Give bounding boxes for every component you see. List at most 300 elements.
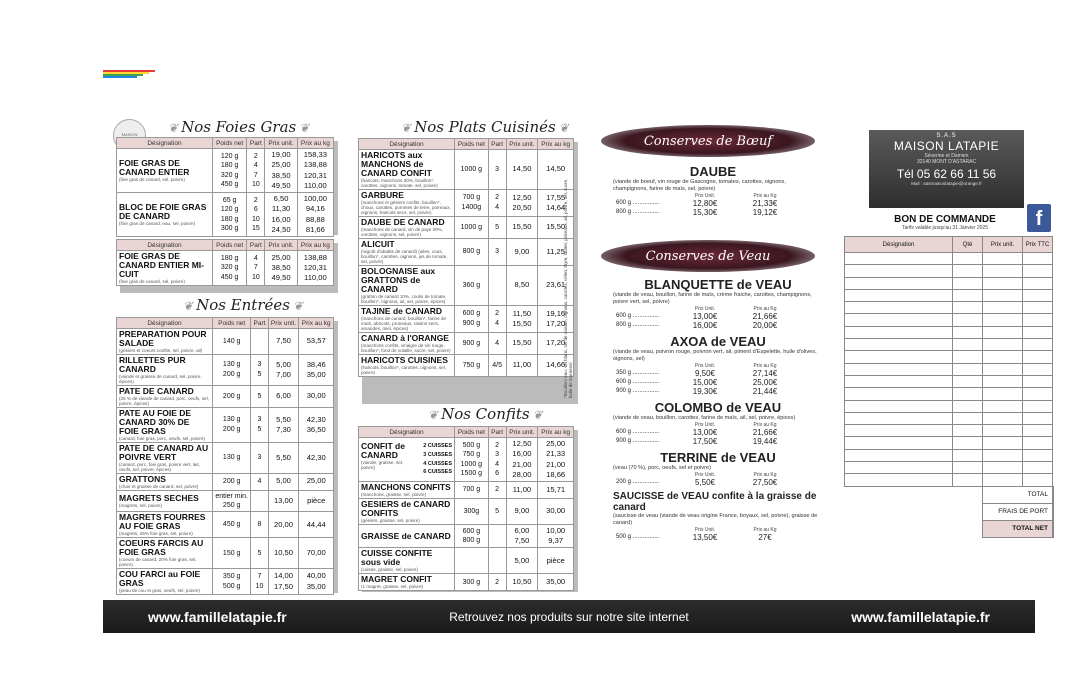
table-row bbox=[359, 498, 574, 524]
order-cell[interactable] bbox=[953, 474, 983, 486]
table-row bbox=[359, 266, 574, 306]
order-cell[interactable] bbox=[983, 326, 1023, 338]
price-cell: 12,50 16,00 21,00 28,00 bbox=[506, 438, 538, 482]
column-header: Désignation bbox=[359, 139, 455, 150]
confit-sub: 2 CUISSES 3 CUISSES 4 CUISSES 6 CUISSES bbox=[423, 442, 452, 476]
price-cell: 12,50 20,50 bbox=[506, 189, 538, 216]
order-row[interactable] bbox=[845, 425, 1054, 437]
order-row[interactable] bbox=[845, 302, 1054, 314]
order-cell[interactable] bbox=[1023, 289, 1053, 301]
weight-cell: 120 g 180 g 320 g 450 g bbox=[213, 149, 247, 193]
order-cell[interactable] bbox=[1023, 265, 1053, 277]
order-cell[interactable] bbox=[953, 462, 983, 474]
part-cell: 2 4 7 10 bbox=[247, 149, 265, 193]
price-cell: 7,50 bbox=[268, 329, 299, 355]
table-row bbox=[117, 442, 334, 473]
order-cell[interactable] bbox=[1023, 277, 1053, 289]
part-cell: 7 10 bbox=[251, 569, 268, 595]
table-row bbox=[117, 149, 334, 193]
order-cell[interactable] bbox=[983, 302, 1023, 314]
weight-label: 500 g ................ bbox=[616, 534, 660, 541]
product-name: COU FARCI au FOIE GRAS bbox=[119, 569, 201, 589]
price-cell: 5,50 bbox=[268, 442, 299, 473]
weight-cell: 140 g bbox=[213, 329, 251, 355]
weight-label: 800 g ................ bbox=[616, 322, 660, 329]
order-cell[interactable] bbox=[953, 437, 983, 449]
order-row[interactable] bbox=[845, 363, 1054, 375]
order-cell[interactable] bbox=[983, 265, 1023, 277]
order-header-row bbox=[845, 237, 1054, 253]
footer-bar bbox=[103, 600, 1035, 633]
table-row bbox=[359, 305, 574, 332]
order-cell[interactable] bbox=[953, 314, 983, 326]
product-cell bbox=[117, 329, 213, 355]
product-cell bbox=[117, 193, 213, 237]
kg-price-header: Prix au Kg bbox=[753, 526, 777, 533]
leaf-icon: ❦ bbox=[183, 299, 194, 313]
leaf-icon: ❦ bbox=[168, 121, 179, 135]
part-cell: 2 4 bbox=[488, 305, 506, 332]
order-cell[interactable] bbox=[1023, 314, 1053, 326]
column-header: Prix au kg bbox=[297, 138, 333, 149]
order-cell[interactable] bbox=[953, 449, 983, 461]
order-cell[interactable] bbox=[845, 326, 953, 338]
product-desc: (ragoût d'abattis de canard) (ailes, cous, bouillon*, carottes, oignons, jus de tomate, sel, poivre) bbox=[361, 248, 448, 264]
table-row bbox=[359, 238, 574, 265]
price-kg-cell: 158,33 138,88 120,31 110,00 bbox=[297, 149, 333, 193]
weight-label: 900 g ................ bbox=[616, 388, 660, 395]
order-cell[interactable] bbox=[983, 351, 1023, 363]
leaf-icon: ❦ bbox=[428, 408, 439, 422]
unit-price-header: Prix Unit. bbox=[694, 526, 716, 533]
part-cell: 3 5 bbox=[251, 354, 268, 385]
entrees-title-text: Nos Entrées bbox=[196, 296, 290, 314]
product-cell bbox=[117, 490, 213, 512]
order-cell[interactable] bbox=[983, 277, 1023, 289]
order-cell[interactable] bbox=[1023, 425, 1053, 437]
daube-prices bbox=[613, 193, 795, 217]
table-row bbox=[359, 216, 574, 238]
order-cell[interactable] bbox=[845, 449, 953, 461]
order-cell[interactable] bbox=[953, 277, 983, 289]
price-cell: 8,50 bbox=[506, 266, 538, 306]
product-cell bbox=[359, 482, 455, 499]
price-cell: 13,00 bbox=[268, 490, 299, 512]
product-cell bbox=[117, 442, 213, 473]
veau-product-title: BLANQUETTE de VEAU bbox=[644, 277, 792, 292]
order-cell[interactable] bbox=[1023, 351, 1053, 363]
price-row bbox=[613, 478, 795, 487]
table-row bbox=[117, 538, 334, 569]
order-row[interactable] bbox=[845, 474, 1054, 486]
price-kg-cell: 53,57 bbox=[299, 329, 334, 355]
order-cell[interactable] bbox=[1023, 474, 1053, 486]
price-cell: 20,00 bbox=[268, 512, 299, 538]
unit-price-header: Prix Unit. bbox=[694, 362, 716, 369]
unit-price: 16,00€ bbox=[692, 320, 718, 330]
table-row bbox=[359, 524, 574, 548]
weight-label: 600 g ................ bbox=[616, 313, 660, 320]
veau-product-title: TERRINE de VEAU bbox=[660, 449, 776, 465]
weight-label: 600 g ................ bbox=[616, 379, 660, 386]
order-cell[interactable] bbox=[953, 400, 983, 412]
company-mail: Mail : sasmaisonlatapie@orange.fr bbox=[911, 181, 982, 186]
order-cell[interactable] bbox=[845, 425, 953, 437]
order-cell[interactable] bbox=[845, 277, 953, 289]
order-row[interactable] bbox=[845, 437, 1054, 449]
price-cell: 15,50 bbox=[506, 332, 538, 354]
product-name: MAGRETS SECHES bbox=[119, 493, 199, 504]
kg-price: 19,44€ bbox=[752, 436, 778, 446]
product-desc: (manchons, graisse, sel, poivre) bbox=[361, 491, 427, 497]
veau-product-prices bbox=[613, 527, 795, 542]
unit-price: 17,50€ bbox=[692, 436, 718, 446]
order-cell[interactable] bbox=[983, 412, 1023, 424]
price-cell: 14,50 bbox=[506, 150, 538, 190]
product-cell bbox=[359, 354, 455, 376]
order-cell[interactable] bbox=[845, 400, 953, 412]
order-cell[interactable] bbox=[953, 339, 983, 351]
column-header: Désignation bbox=[117, 138, 213, 149]
table-row bbox=[359, 438, 574, 482]
order-cell[interactable] bbox=[1023, 375, 1053, 387]
table-row bbox=[359, 482, 574, 499]
weight-cell bbox=[455, 548, 489, 574]
veau-product-prices bbox=[613, 306, 795, 330]
price-cell: 6,00 7,50 bbox=[506, 524, 538, 548]
product-name: FOIE GRAS DE CANARD ENTIER MI-CUIT bbox=[119, 251, 204, 279]
order-cell[interactable] bbox=[983, 449, 1023, 461]
price-kg-cell: 44,44 bbox=[299, 512, 334, 538]
price-kg-cell: pièce bbox=[299, 490, 334, 512]
order-cell[interactable] bbox=[953, 363, 983, 375]
order-cell[interactable] bbox=[953, 375, 983, 387]
kg-price-header: Prix au Kg bbox=[753, 471, 777, 478]
foies-gras-title bbox=[165, 118, 312, 136]
kg-price-header: Prix au Kg bbox=[753, 362, 777, 369]
company-name: MAISON LATAPIE bbox=[893, 139, 1000, 153]
order-row[interactable] bbox=[845, 277, 1054, 289]
weight-label: 900 g ................ bbox=[616, 438, 660, 445]
product-cell bbox=[359, 498, 455, 524]
weight-label: 800 g ................ bbox=[616, 209, 660, 216]
weight-cell: 1000 g bbox=[455, 216, 489, 238]
company-phone: Tél 05 62 66 11 56 bbox=[896, 167, 997, 181]
weight-label: 200 g ................ bbox=[616, 479, 660, 486]
confits-table bbox=[358, 426, 574, 591]
total-row-value[interactable] bbox=[1053, 486, 1054, 503]
weight-cell: 600 g 800 g bbox=[455, 524, 489, 548]
product-desc: (haricots, manchons 30%, bouillon*, carottes, oignons, tomate, sel, poivre) bbox=[361, 177, 438, 188]
product-desc: (gésiers et coeurs confits, sel, poivre, ail) bbox=[119, 347, 203, 353]
column-header: Prix au kg bbox=[299, 318, 334, 329]
kg-price: 21,66€ bbox=[752, 427, 778, 437]
order-cell[interactable] bbox=[845, 289, 953, 301]
table-row bbox=[359, 548, 574, 574]
price-cell: 11,00 bbox=[506, 354, 538, 376]
weight-cell: 800 g bbox=[455, 238, 489, 265]
order-cell[interactable] bbox=[1023, 449, 1053, 461]
part-cell: 4/5 bbox=[488, 354, 506, 376]
veau-product-prices bbox=[613, 422, 795, 446]
column-header: Désignation bbox=[359, 427, 455, 438]
order-row[interactable] bbox=[845, 351, 1054, 363]
order-cell[interactable] bbox=[983, 462, 1023, 474]
part-cell: 2 3 4 6 bbox=[488, 438, 506, 482]
kg-price: 27,50€ bbox=[752, 477, 778, 487]
column-header: Prix unit. bbox=[265, 240, 297, 251]
kg-price: 25,00€ bbox=[752, 377, 778, 387]
product-cell bbox=[359, 150, 455, 190]
order-row[interactable] bbox=[845, 326, 1054, 338]
website-link-right[interactable]: www.famillelatapie.fr bbox=[851, 608, 990, 625]
order-row[interactable] bbox=[845, 314, 1054, 326]
order-cell[interactable] bbox=[983, 314, 1023, 326]
leaf-icon: ❦ bbox=[401, 121, 412, 135]
product-cell bbox=[117, 385, 213, 407]
order-row[interactable] bbox=[845, 400, 1054, 412]
plats-table bbox=[358, 138, 574, 377]
price-kg-cell: 25,00 21,33 21,00 18,66 bbox=[538, 438, 574, 482]
order-row[interactable] bbox=[845, 375, 1054, 387]
column-header: Prix unit. bbox=[506, 427, 538, 438]
product-name: TAJINE de CANARD bbox=[361, 305, 443, 316]
part-cell: 3 bbox=[251, 442, 268, 473]
order-cell[interactable] bbox=[1023, 339, 1053, 351]
order-row[interactable] bbox=[845, 449, 1054, 461]
leaf-icon: ❦ bbox=[299, 121, 310, 135]
weight-cell: 360 g bbox=[455, 266, 489, 306]
table-row bbox=[117, 473, 334, 490]
order-row[interactable] bbox=[845, 339, 1054, 351]
part-cell: 2 6 10 15 bbox=[247, 193, 265, 237]
order-row[interactable] bbox=[845, 388, 1054, 400]
price-kg-cell: 14,50 bbox=[538, 150, 574, 190]
order-cell[interactable] bbox=[983, 375, 1023, 387]
order-cell[interactable] bbox=[953, 253, 983, 265]
price-kg-cell: 30,00 bbox=[538, 498, 574, 524]
order-cell[interactable] bbox=[845, 253, 953, 265]
weight-cell: 700 g bbox=[455, 482, 489, 499]
column-header: Désignation bbox=[117, 240, 213, 251]
order-cell[interactable] bbox=[953, 425, 983, 437]
product-desc: (foie gras de canard, eau, sel, poivre) bbox=[119, 220, 196, 226]
price-row bbox=[613, 312, 795, 321]
order-row[interactable] bbox=[845, 289, 1054, 301]
order-cell[interactable] bbox=[983, 437, 1023, 449]
order-cell[interactable] bbox=[845, 412, 953, 424]
website-link-left[interactable]: www.famillelatapie.fr bbox=[148, 608, 287, 625]
product-cell bbox=[359, 548, 455, 574]
product-desc: (coeurs de canard, 20% foie gras, sel, poivre) bbox=[119, 557, 197, 568]
kg-price-header: Prix au Kg bbox=[753, 192, 777, 199]
order-cell[interactable] bbox=[953, 265, 983, 277]
unit-price: 12,80€ bbox=[692, 198, 718, 208]
weight-cell: 300g bbox=[455, 498, 489, 524]
product-desc: (magrets, 25% foie gras, sel, poivre) bbox=[119, 531, 193, 537]
price-kg-cell: 11,25 bbox=[538, 238, 574, 265]
table-row bbox=[117, 407, 334, 442]
order-cell[interactable] bbox=[1023, 400, 1053, 412]
unit-price: 15,30€ bbox=[692, 207, 718, 217]
part-cell: 2 4 bbox=[488, 189, 506, 216]
order-cell[interactable] bbox=[953, 412, 983, 424]
part-cell bbox=[488, 524, 506, 548]
price-cell: 9,00 bbox=[506, 238, 538, 265]
order-cell[interactable] bbox=[983, 425, 1023, 437]
order-cell[interactable] bbox=[1023, 412, 1053, 424]
product-desc: (peau de cou et gras, oeufs, sel, poivre) bbox=[119, 588, 200, 594]
stripe-blue bbox=[103, 76, 137, 78]
price-cell: 5,50 7,30 bbox=[268, 407, 299, 442]
order-cell[interactable] bbox=[953, 289, 983, 301]
order-cell[interactable] bbox=[983, 400, 1023, 412]
price-cell: 5,00 bbox=[506, 548, 538, 574]
order-cell[interactable] bbox=[983, 388, 1023, 400]
price-kg-cell: 42,30 bbox=[299, 442, 334, 473]
product-desc: (manchons de canard, vin de pays 20%, carottes, oignons, sel, poivre) bbox=[361, 226, 443, 237]
price-kg-cell: 17,55 14,64 bbox=[538, 189, 574, 216]
order-cell[interactable] bbox=[1023, 388, 1053, 400]
price-kg-cell: 100,00 94,16 88,88 81,66 bbox=[297, 193, 333, 237]
column-header: Poids net bbox=[213, 318, 251, 329]
shipping-row-label: FRAIS DE PORT bbox=[983, 503, 1053, 520]
product-name: GRAISSE de CANARD bbox=[361, 530, 451, 541]
price-cell: 11,50 15,50 bbox=[506, 305, 538, 332]
column-header: Poids net bbox=[455, 139, 489, 150]
order-cell[interactable] bbox=[953, 388, 983, 400]
kg-price: 27€ bbox=[758, 532, 772, 542]
order-form-table[interactable] bbox=[844, 236, 1054, 538]
daube-desc: (viande de boeuf, vin rouge de Gascogne, tomates, carottes, oignons, champignons, farine de maïs, sel, poivre) bbox=[613, 179, 786, 192]
order-cell[interactable] bbox=[983, 339, 1023, 351]
part-cell bbox=[488, 548, 506, 574]
boeuf-section bbox=[613, 160, 813, 217]
unit-price-header: Prix Unit. bbox=[694, 192, 716, 199]
blank-cell bbox=[845, 486, 983, 503]
part-cell: 4 7 10 bbox=[247, 251, 265, 286]
order-cell[interactable] bbox=[845, 462, 953, 474]
column-header: Prix unit. bbox=[268, 318, 299, 329]
part-cell: 2 bbox=[488, 482, 506, 499]
kg-price-header: Prix au Kg bbox=[753, 305, 777, 312]
order-cell[interactable] bbox=[1023, 326, 1053, 338]
product-name: DAUBE DE CANARD bbox=[361, 216, 445, 227]
price-kg-cell: 42,30 36,50 bbox=[299, 407, 334, 442]
order-cell[interactable] bbox=[1023, 462, 1053, 474]
order-row[interactable] bbox=[845, 412, 1054, 424]
order-column-header: Désignation bbox=[845, 237, 953, 253]
order-cell[interactable] bbox=[845, 437, 953, 449]
order-cell[interactable] bbox=[953, 302, 983, 314]
total-net-row-value[interactable] bbox=[1053, 520, 1054, 537]
company-owners: Séverine et Damien bbox=[924, 153, 969, 159]
order-cell[interactable] bbox=[845, 363, 953, 375]
order-column-header: Prix TTC bbox=[1023, 237, 1053, 253]
product-desc: (viande et graisse de canard, sel, poivre, épices) bbox=[119, 373, 202, 384]
product-desc: (magrets, sel, poivre) bbox=[119, 502, 163, 508]
table-row bbox=[117, 569, 334, 595]
product-cell bbox=[117, 473, 213, 490]
order-cell[interactable] bbox=[845, 302, 953, 314]
weight-label: 600 g ................ bbox=[616, 200, 660, 207]
veau-product bbox=[613, 277, 823, 330]
kg-price: 20,00€ bbox=[752, 320, 778, 330]
order-form-subtitle: Tarifs valable jusqu'au 31 Janvier 2025 bbox=[901, 225, 988, 231]
order-cell[interactable] bbox=[953, 351, 983, 363]
header-row bbox=[117, 318, 334, 329]
price-kg-cell: 25,00 bbox=[299, 473, 334, 490]
order-cell[interactable] bbox=[983, 474, 1023, 486]
product-desc: (haricots, bouillon*, carottes, oignons, sel, poivre) bbox=[361, 364, 447, 375]
facebook-icon[interactable] bbox=[1027, 204, 1051, 232]
product-desc: (viande, graisse, sel, poivre) bbox=[361, 459, 404, 470]
unit-price: 9,50€ bbox=[694, 368, 716, 378]
plats-title-text: Nos Plats Cuisinés bbox=[414, 118, 556, 136]
order-cell[interactable] bbox=[845, 351, 953, 363]
price-row bbox=[613, 437, 795, 446]
order-cell[interactable] bbox=[845, 474, 953, 486]
product-name: PATE DE CANARD AU POIVRE VERT bbox=[119, 442, 209, 462]
order-cell[interactable] bbox=[983, 253, 1023, 265]
order-row[interactable] bbox=[845, 253, 1054, 265]
daube-title: DAUBE bbox=[689, 164, 737, 179]
product-desc: (manchons et gésiers confits, bouillon*, choux, carottes, pommes de terre, poireaux, oignons, haricots secs, sel, poivre) bbox=[361, 199, 451, 215]
order-cell[interactable] bbox=[983, 363, 1023, 375]
weight-cell: 130 g 200 g bbox=[213, 354, 251, 385]
price-kg-cell: 70,00 bbox=[299, 538, 334, 569]
order-cell[interactable] bbox=[845, 314, 953, 326]
product-name: PREPARATION POUR SALADE bbox=[119, 329, 207, 348]
order-cell[interactable] bbox=[953, 326, 983, 338]
foies-gras-table bbox=[116, 137, 334, 237]
unit-price-header: Prix Unit. bbox=[694, 471, 716, 478]
veau-product-title: AXOA de VEAU bbox=[670, 333, 766, 349]
veau-product bbox=[613, 400, 823, 446]
order-cell[interactable] bbox=[1023, 437, 1053, 449]
product-cell bbox=[359, 438, 455, 482]
price-kg-cell: pièce bbox=[538, 548, 574, 574]
order-cell[interactable] bbox=[1023, 363, 1053, 375]
kg-price: 27,14€ bbox=[752, 368, 778, 378]
order-cell[interactable] bbox=[845, 265, 953, 277]
veau-banner-text: Conserves de Veau bbox=[645, 248, 771, 264]
price-kg-cell: 30,00 bbox=[299, 385, 334, 407]
price-kg-cell: 40,00 35,00 bbox=[299, 569, 334, 595]
order-row[interactable] bbox=[845, 265, 1054, 277]
price-kg-cell: 23,61 bbox=[538, 266, 574, 306]
weight-cell: 130 g bbox=[213, 442, 251, 473]
order-cell[interactable] bbox=[845, 388, 953, 400]
weight-cell: 1000 g bbox=[455, 150, 489, 190]
shipping-row-value[interactable] bbox=[1053, 503, 1054, 520]
order-cell[interactable] bbox=[845, 339, 953, 351]
order-cell[interactable] bbox=[1023, 302, 1053, 314]
order-cell[interactable] bbox=[983, 289, 1023, 301]
column-header: Désignation bbox=[117, 318, 213, 329]
price-cell: 11,00 bbox=[506, 482, 538, 499]
order-cell[interactable] bbox=[845, 375, 953, 387]
product-cell bbox=[359, 238, 455, 265]
product-name: GARBURE bbox=[361, 189, 404, 200]
product-name: BLOC DE FOIE GRAS DE CANARD bbox=[119, 202, 207, 221]
order-cell[interactable] bbox=[1023, 253, 1053, 265]
column-header: Poids net bbox=[455, 427, 489, 438]
bouillon-note: *Bouillon: eau, vin blanc, sel de cuisine, oignons, carottes, céleri, thym, laurier, poireaux, ail, poivre, sel, sucre, huile de tournesol bbox=[563, 178, 573, 398]
product-name: GESIERS de CANARD CONFITS bbox=[361, 498, 451, 518]
order-row[interactable] bbox=[845, 462, 1054, 474]
total-net-row-label: TOTAL NET bbox=[983, 520, 1053, 537]
